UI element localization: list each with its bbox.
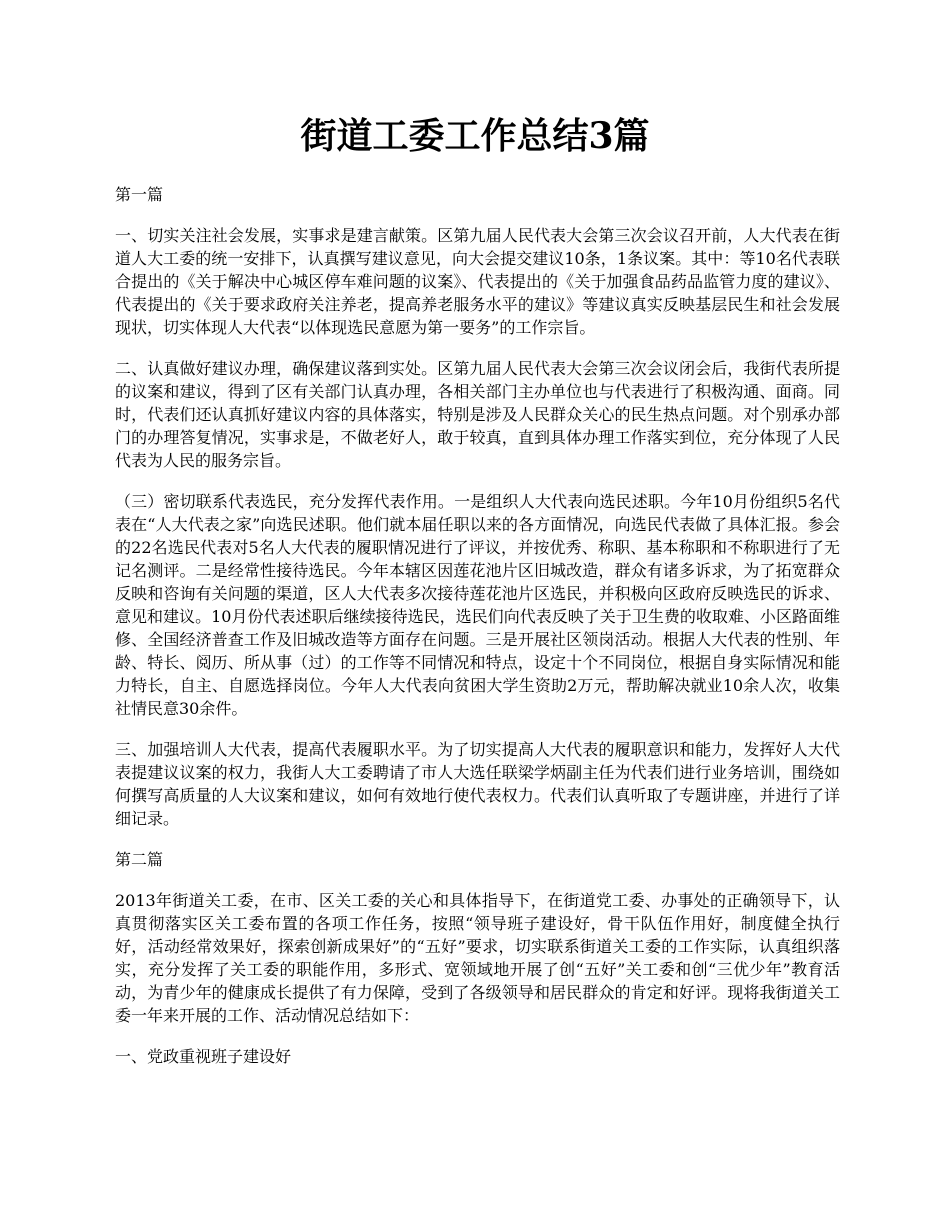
section-heading: 第一篇 bbox=[115, 185, 164, 204]
document-body bbox=[115, 183, 840, 1086]
paragraph: （三）密切联系代表选民，充分发挥代表作用。一是组织人大代表向选民述职。今年10月份组织5名代表在“人大代表之家”向选民述职。他们就本届任职以来的各方面情况，向选民代表做了具体汇报。参会的22名选民代表对5名人大代表的履职情况进行了评议，并按优秀、称职、基本称职和不称职进行了无记名测评。二是经常性接待选民。今年本辖区因莲花池片区旧城改造，群众有诸多诉求，为了拓宽群众反映和咨询有关问题的渠道，区人大代表多次接待莲花池片区选民，并积极向区政府反映选民的诉求、意见和建议。10月份代表述职后继续接待选民，选民们向代表反映了关于卫生费的收取难、小区路面维修、全国经济普查工作及旧城改造等方面存在问题。三是开展社区领岗活动。根据人大代表的性别、年龄、特长、阅历、所从事（过）的工作等不同情况和特点，设定十个不同岗位，根据自身实际情况和能力特长，自主、自愿选择岗位。今年人大代表向贫困大学生资助2万元，帮助解决就业10余人次，收集社情民意30余件。 bbox=[115, 492, 840, 718]
paragraph: 一、党政重视班子建设好 bbox=[115, 1047, 292, 1066]
paragraph: 二、认真做好建议办理，确保建议落到实处。区第九届人民代表大会第三次会议闭会后，我街代表所提的议案和建议，得到了区有关部门认真办理，各相关部门主办单位也与代表进行了积极沟通、面商。同时，代表们还认真抓好建议内容的具体落实，特别是涉及人民群众关心的民生热点问题。对个别承办部门的办理答复情况，实事求是，不做老好人，敢于较真，直到具体办理工作落实到位，充分体现了人民代表为人民的服务宗旨。 bbox=[115, 359, 840, 470]
paragraph: 三、加强培训人大代表，提高代表履职水平。为了切实提高人大代表的履职意识和能力，发挥好人大代表提建议议案的权力，我街人大工委聘请了市人大选任联梁学炳副主任为代表们进行业务培训，围绕如何撰写高质量的人大议案和建议，如何有效地行使代表权力。代表们认真听取了专题讲座，并进行了详细记录。 bbox=[115, 740, 840, 828]
paragraph: 一、切实关注社会发展，实事求是建言献策。区第九届人民代表大会第三次会议召开前，人大代表在街道人大工委的统一安排下，认真撰写建议意见，向大会提交建议10条，1条议案。其中：等10名代表联合提出的《关于解决中心城区停车难问题的议案》、代表提出的《关于加强食品药品监管力度的建议》、代表提出的《关于要求政府关注养老，提高养老服务水平的建议》等建议真实反映基层民生和社会发展现状，切实体现人大代表“以体现选民意愿为第一要务”的工作宗旨。 bbox=[115, 226, 840, 337]
document-title: 街道工委工作总结3篇 bbox=[300, 115, 650, 157]
paragraph: 2013年街道关工委，在市、区关工委的关心和具体指导下，在街道党工委、办事处的正确领导下，认真贯彻落实区关工委布置的各项工作任务，按照“领导班子建设好，骨干队伍作用好，制度健全执行好，活动经常效果好，探索创新成果好”的“五好”要求，切实联系街道关工委的工作实际，认真组织落实，充分发挥了关工委的职能作用，多形式、宽领域地开展了创“五好”关工委和创“三优少年”教育活动，为青少年的健康成长提供了有力保障，受到了各级领导和居民群众的肯定和好评。现将我街道关工委一年来开展的工作、活动情况总结如下： bbox=[115, 891, 840, 1025]
section-heading: 第二篇 bbox=[115, 850, 164, 869]
